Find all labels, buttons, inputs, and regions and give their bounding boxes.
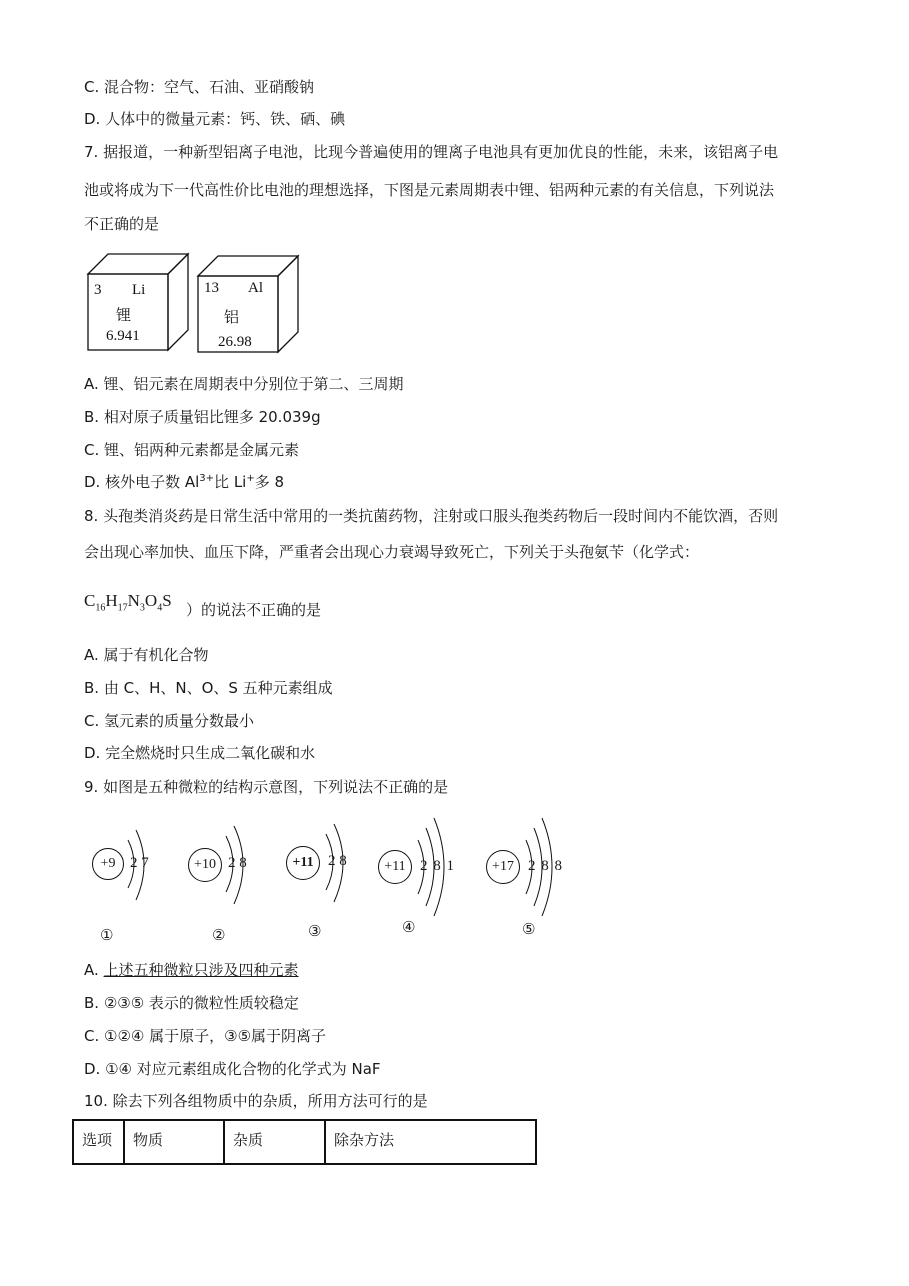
q8-option-d: D. 完全燃烧时只生成二氧化碳和水 [84, 744, 316, 762]
electron-shells: 2 8 1 [420, 858, 455, 874]
element-card-li [86, 252, 190, 352]
q7-stem-line2: 池或将成为下一代高性价比电池的理想选择，下图是元素周期表中锂、铝两种元素的有关信息，下列说法 [84, 181, 775, 199]
option-d-trace-elements: D. 人体中的微量元素：钙、铁、硒、碘 [84, 110, 346, 128]
atom-diagram-5 [484, 812, 584, 922]
element-card-al [196, 254, 300, 354]
nucleus: +9 [92, 848, 124, 880]
q7-option-a: A. 锂、铝元素在周期表中分别位于第二、三周期 [84, 375, 404, 393]
atom-diagram-1 [90, 822, 160, 922]
electron-shell-arcs [484, 812, 584, 922]
atomic-number: 13 [204, 280, 219, 296]
q9-option-a: A. 上述五种微粒只涉及四种元素 [84, 961, 299, 979]
atom-diagram-2 [186, 822, 258, 922]
chemical-formula: $C_{16}H_{17}N_3O_4S$ [84, 591, 172, 614]
q8-stem-line2: 会出现心率加快、血压下降，严重者会出现心力衰竭导致死亡，下列关于头孢氨苄（化学式： [84, 543, 700, 561]
option-c-mixture: C. 混合物：空气、石油、亚硝酸钠 [84, 78, 315, 96]
atom-label-5: ⑤ [522, 920, 536, 938]
atom-diagram-3 [284, 820, 356, 920]
q7-stem-line1: 7. 据报道，一种新型铝离子电池，比现今普遍使用的锂离子电池具有更加优良的性能，未来，该铝离子电 [84, 143, 779, 161]
nucleus: +11 [378, 850, 412, 884]
q7-option-b: B. 相对原子质量铝比锂多 20.039g [84, 408, 321, 426]
element-name: 锂 [116, 306, 132, 324]
electron-shell-arcs [376, 812, 476, 922]
q8-stem-line3: ）的说法不正确的是 [186, 601, 322, 619]
electron-shell-arcs [90, 822, 160, 922]
atom-label-1: ① [100, 926, 114, 944]
atomic-mass: 26.98 [218, 334, 252, 350]
q9-option-d: D. ①④ 对应元素组成化合物的化学式为 NaF [84, 1060, 381, 1078]
atom-label-2: ② [212, 926, 226, 944]
q8-stem-line1: 8. 头孢类消炎药是日常生活中常用的一类抗菌药物，注射或口服头孢类药物后一段时间内不能饮酒，否则 [84, 507, 779, 525]
electron-shells: 2 8 [228, 855, 247, 871]
q8-option-b: B. 由 C、H、N、O、S 五种元素组成 [84, 679, 333, 697]
q7-option-d: D. 核外电子数 $Al^{3+}$比 Li+多 8 [84, 473, 285, 491]
atom-label-3: ③ [308, 922, 322, 940]
electron-shells: 2 8 8 [528, 858, 563, 874]
q9-option-b: B. ②③⑤ 表示的微粒性质较稳定 [84, 994, 299, 1012]
electron-shells: 2 8 [328, 853, 347, 869]
nucleus: +10 [188, 848, 222, 882]
atomic-mass: 6.941 [106, 328, 140, 344]
nucleus: +17 [486, 850, 520, 884]
electron-shell-arcs [186, 822, 258, 922]
atom-label-4: ④ [402, 918, 416, 936]
table-header-impurity: 杂质 [224, 1120, 325, 1164]
q10-stem: 10. 除去下列各组物质中的杂质，所用方法可行的是 [84, 1092, 428, 1110]
q9-stem: 9. 如图是五种微粒的结构示意图，下列说法不正确的是 [84, 778, 449, 796]
element-name: 铝 [224, 308, 240, 326]
atomic-number: 3 [94, 282, 102, 298]
element-symbol: Li [132, 282, 146, 298]
element-symbol: Al [248, 280, 263, 296]
nucleus: +11 [286, 846, 320, 880]
q9-option-c: C. ①②④ 属于原子，③⑤属于阴离子 [84, 1027, 327, 1045]
electron-shell-arcs [284, 820, 356, 920]
q7-option-c: C. 锂、铝两种元素都是金属元素 [84, 441, 300, 459]
q7-stem-line3: 不正确的是 [84, 215, 160, 233]
table-header-method: 除杂方法 [325, 1120, 536, 1164]
atom-diagram-4 [376, 812, 476, 922]
options-table [72, 1119, 537, 1165]
table-header-row [73, 1120, 536, 1164]
table-header-option: 选项 [73, 1120, 124, 1164]
table-header-substance: 物质 [124, 1120, 224, 1164]
electron-shells: 2 7 [130, 855, 149, 871]
q8-option-c: C. 氢元素的质量分数最小 [84, 712, 255, 730]
q8-option-a: A. 属于有机化合物 [84, 646, 209, 664]
